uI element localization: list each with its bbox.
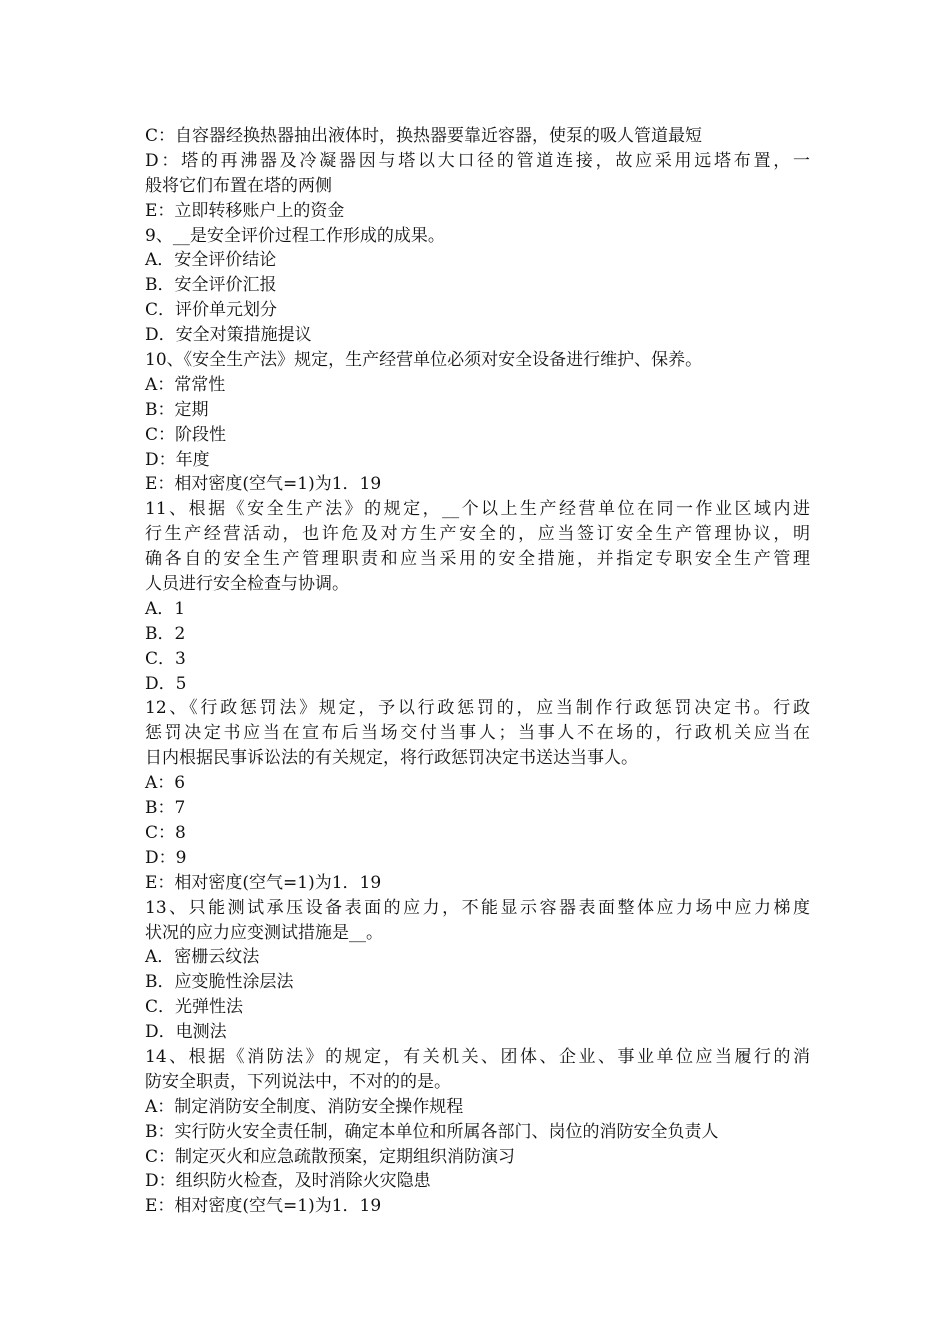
text-line: D．电测法 xyxy=(145,1022,227,1043)
text-line: 般将它们布置在塔的两侧 xyxy=(145,175,332,196)
text-line: C．光弹性法 xyxy=(145,997,244,1018)
text-line: A：制定消防安全制度、消防安全操作规程 xyxy=(145,1096,464,1117)
text-line: A．密栅云纹法 xyxy=(145,947,260,968)
text-line: 行生产经营活动，也许危及对方生产安全的，应当签订安全生产管理协议，明 xyxy=(145,524,810,545)
text-line: E：相对密度(空气=1)为1．19 xyxy=(145,1196,382,1217)
text-line: A．安全评价结论 xyxy=(145,250,277,271)
text-line: B．安全评价汇报 xyxy=(145,275,277,296)
text-line: 状况的应力应变测试措施是__。 xyxy=(145,922,383,943)
text-line: 人员进行安全检查与协调。 xyxy=(145,574,349,595)
text-line: A：6 xyxy=(145,773,186,794)
text-line: E：相对密度(空气=1)为1．19 xyxy=(145,474,382,495)
text-line: C．3 xyxy=(145,648,186,669)
text-line: C：8 xyxy=(145,822,186,843)
text-line: A．1 xyxy=(145,598,186,619)
text-line: C．评价单元划分 xyxy=(145,300,278,321)
text-line: C：自容器经换热器抽出液体时，换热器要靠近容器，使泵的吸人管道最短 xyxy=(145,126,703,146)
text-line: B．应变脆性涂层法 xyxy=(145,972,294,993)
text-line: B：7 xyxy=(145,798,186,819)
text-line: B：定期 xyxy=(145,399,209,420)
text-line: D．5 xyxy=(145,673,187,694)
text-line: 确各自的安全生产管理职责和应当采用的安全措施，并指定专职安全生产管理 xyxy=(145,549,810,570)
text-line: 9、__是安全评价过程工作形成的成果。 xyxy=(145,225,445,246)
text-line: 防安全职责，下列说法中，不对的的是。 xyxy=(145,1071,451,1092)
text-line: 12、《行政惩罚法》规定，予以行政惩罚的，应当制作行政惩罚决定书。行政 xyxy=(145,698,810,719)
text-line: 日内根据民事诉讼法的有关规定，将行政惩罚决定书送达当事人。 xyxy=(145,748,638,769)
text-line: 13、只能测试承压设备表面的应力，不能显示容器表面整体应力场中应力梯度 xyxy=(145,897,810,918)
text-line: C：制定灭火和应急疏散预案，定期组织消防演习 xyxy=(145,1146,516,1167)
text-line: D：年度 xyxy=(145,449,210,470)
text-line: D：组织防火检查，及时消除火灾隐患 xyxy=(145,1171,431,1192)
text-line: 惩罚决定书应当在宣布后当场交付当事人；当事人不在场的，行政机关应当在 xyxy=(145,723,810,744)
text-line: 11、根据《安全生产法》的规定，__个以上生产经营单位在同一作业区域内进 xyxy=(145,499,810,520)
text-line: D：9 xyxy=(145,847,187,868)
text-line: B．2 xyxy=(145,623,186,644)
document-body xyxy=(145,124,810,1219)
text-line: 14、根据《消防法》的规定，有关机关、团体、企业、事业单位应当履行的消 xyxy=(145,1046,810,1067)
text-line: B：实行防火安全责任制，确定本单位和所属各部门、岗位的消防安全负责人 xyxy=(145,1121,719,1142)
text-line: E：相对密度(空气=1)为1．19 xyxy=(145,872,382,893)
text-line: D：塔的再沸器及冷凝器因与塔以大口径的管道连接，故应采用远塔布置，一 xyxy=(145,150,810,171)
text-line: 10、《安全生产法》规定，生产经营单位必须对安全设备进行维护、保养。 xyxy=(145,350,703,371)
text-line: A：常常性 xyxy=(145,374,226,395)
text-line: E：立即转移账户上的资金 xyxy=(145,200,345,221)
text-line: C：阶段性 xyxy=(145,424,227,445)
text-line: D．安全对策措施提议 xyxy=(145,325,312,346)
